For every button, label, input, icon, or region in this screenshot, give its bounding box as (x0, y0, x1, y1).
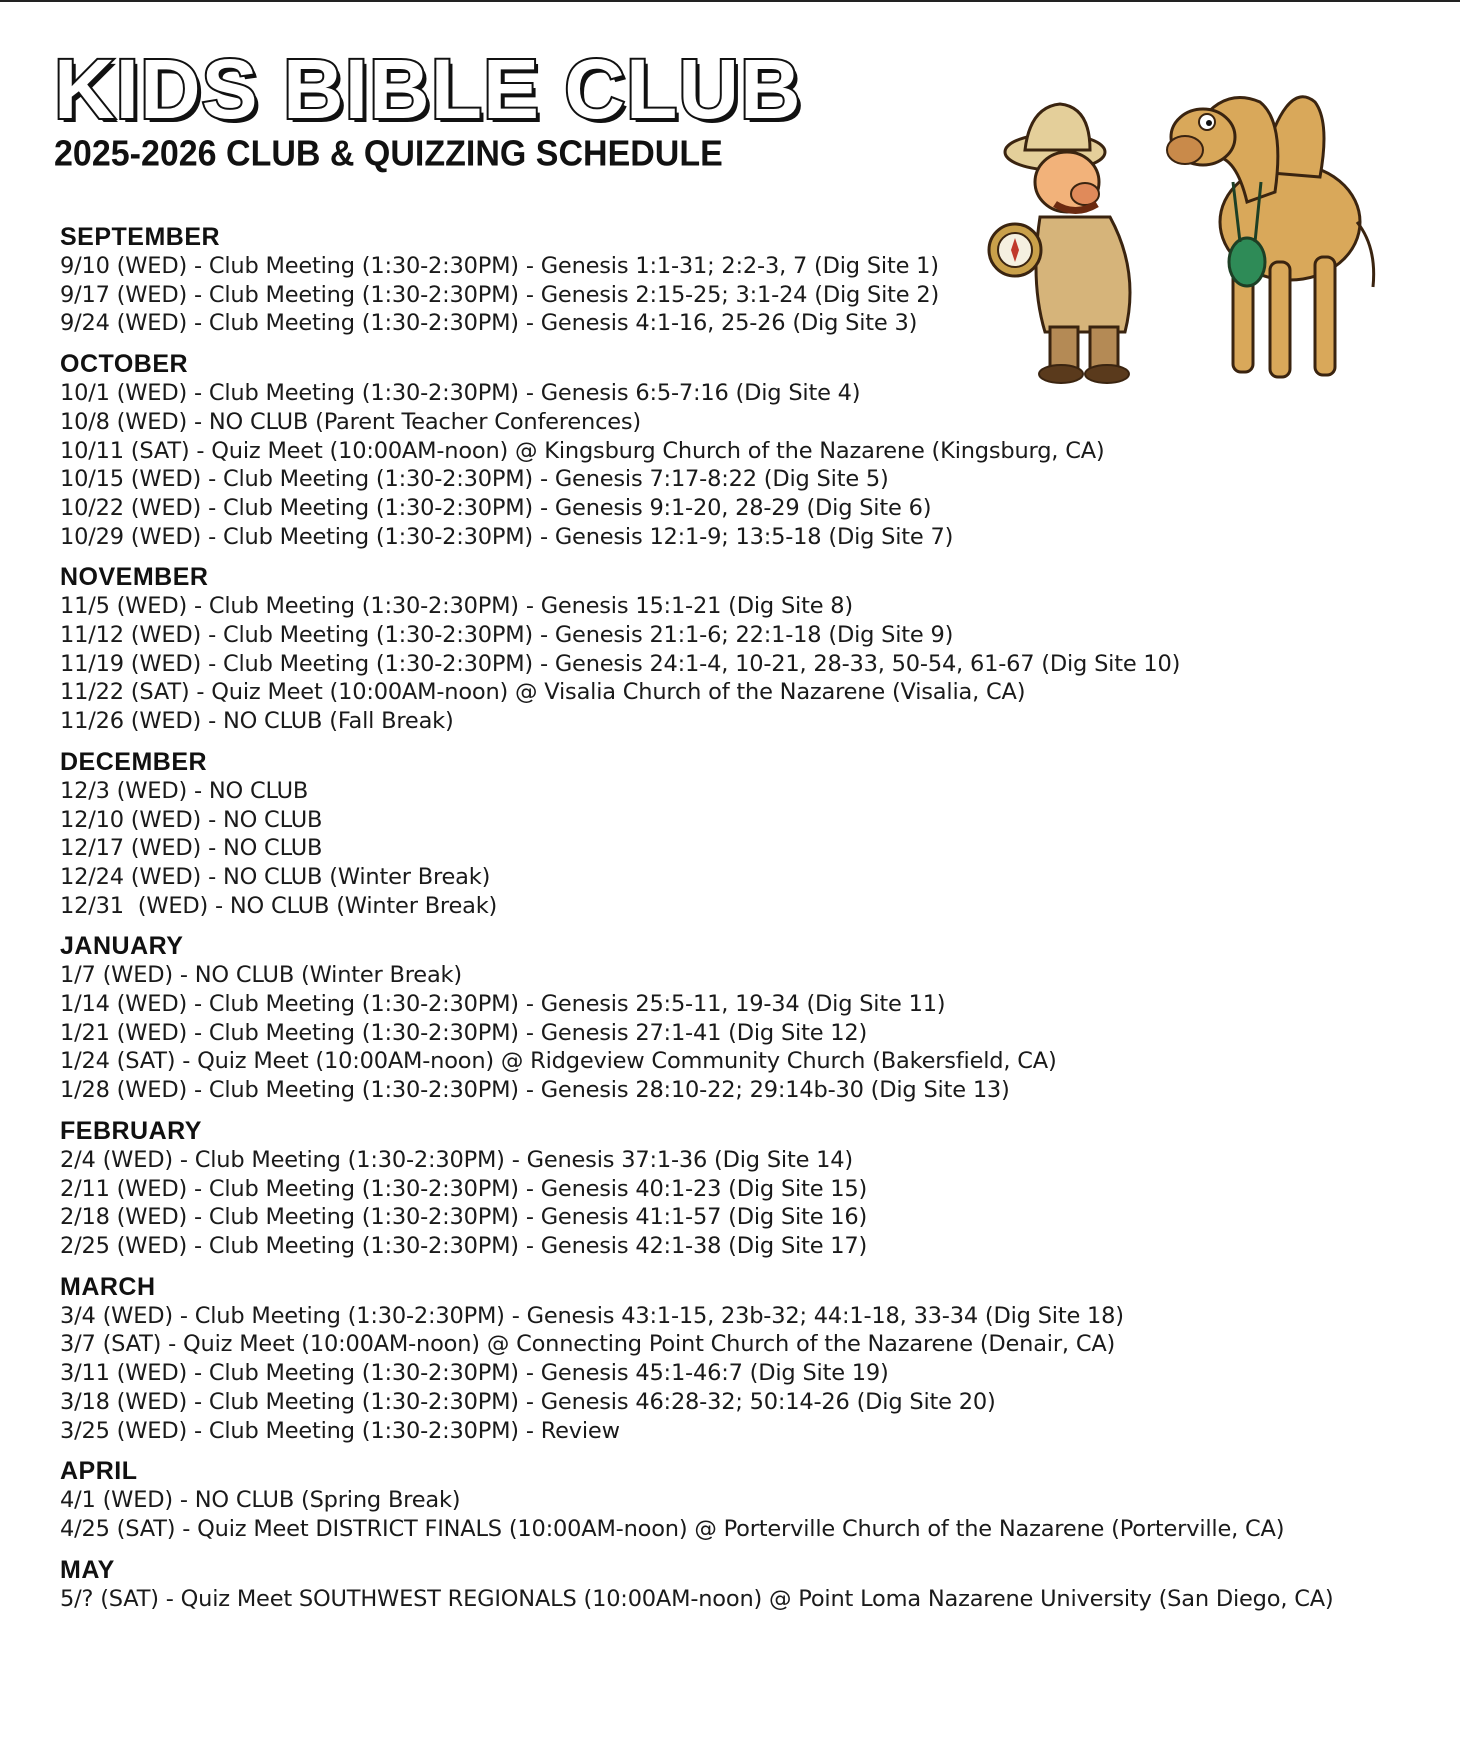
month-section-january (60, 931, 1390, 1105)
schedule-entry: 11/5 (WED) - Club Meeting (1:30-2:30PM) - Genesis 15:1-21 (Dig Site 8) (60, 593, 853, 620)
schedule-entry: 1/21 (WED) - Club Meeting (1:30-2:30PM) - Genesis 27:1-41 (Dig Site 12) (60, 1019, 868, 1046)
schedule-entry: 11/26 (WED) - NO CLUB (Fall Break) (60, 708, 454, 735)
schedule-entry: 1/24 (SAT) - Quiz Meet (10:00AM-noon) @ Ridgeview Community Church (Bakersfield, CA) (60, 1048, 1057, 1075)
top-border-line (0, 0, 1460, 2)
schedule-entry: 2/11 (WED) - Club Meeting (1:30-2:30PM) - Genesis 40:1-23 (Dig Site 15) (60, 1175, 868, 1202)
schedule-entry: 2/4 (WED) - Club Meeting (1:30-2:30PM) - Genesis 37:1-36 (Dig Site 14) (60, 1146, 853, 1173)
month-heading: FEBRUARY (60, 1116, 202, 1145)
month-section-october (60, 349, 1390, 551)
schedule-entry: 3/11 (WED) - Club Meeting (1:30-2:30PM) - Genesis 45:1-46:7 (Dig Site 19) (60, 1360, 889, 1387)
schedule-entry: 10/11 (SAT) - Quiz Meet (10:00AM-noon) @ Kingsburg Church of the Nazarene (Kingsburg, CA) (60, 437, 1105, 464)
month-heading: DECEMBER (60, 747, 208, 776)
schedule-entry: 11/12 (WED) - Club Meeting (1:30-2:30PM) - Genesis 21:1-6; 22:1-18 (Dig Site 9) (60, 622, 954, 649)
schedule-entry: 10/15 (WED) - Club Meeting (1:30-2:30PM) - Genesis 7:17-8:22 (Dig Site 5) (60, 466, 889, 493)
schedule-entry: 12/10 (WED) - NO CLUB (60, 806, 323, 833)
month-section-march (60, 1272, 1390, 1446)
month-heading: SEPTEMBER (60, 223, 221, 251)
schedule-entry: 1/28 (WED) - Club Meeting (1:30-2:30PM) - Genesis 28:10-22; 29:14b-30 (Dig Site 13) (60, 1077, 1010, 1104)
month-heading: OCTOBER (60, 350, 189, 379)
schedule-entry: 1/14 (WED) - Club Meeting (1:30-2:30PM) - Genesis 25:5-11, 19-34 (Dig Site 11) (60, 991, 946, 1018)
schedule-entry: 12/17 (WED) - NO CLUB (60, 835, 323, 862)
schedule (60, 222, 1390, 1624)
month-section-february (60, 1116, 1390, 1261)
schedule-entry: 3/4 (WED) - Club Meeting (1:30-2:30PM) - Genesis 43:1-15, 23b-32; 44:1-18, 33-34 (Dig Site 18) (60, 1302, 1124, 1329)
page-subtitle: 2025-2026 CLUB & QUIZZING SCHEDULE (54, 134, 723, 174)
month-section-november (60, 562, 1390, 736)
month-heading: MARCH (60, 1272, 156, 1301)
schedule-entry: 9/17 (WED) - Club Meeting (1:30-2:30PM) - Genesis 2:15-25; 3:1-24 (Dig Site 2) (60, 281, 940, 308)
schedule-entry: 12/24 (WED) - NO CLUB (Winter Break) (60, 863, 491, 890)
schedule-entry: 9/10 (WED) - Club Meeting (1:30-2:30PM) - Genesis 1:1-31; 2:2-3, 7 (Dig Site 1) (60, 253, 939, 279)
schedule-entry: 3/18 (WED) - Club Meeting (1:30-2:30PM) - Genesis 46:28-32; 50:14-26 (Dig Site 20) (60, 1388, 996, 1415)
schedule-entry: 4/1 (WED) - NO CLUB (Spring Break) (60, 1487, 461, 1514)
schedule-entry: 12/3 (WED) - NO CLUB (60, 777, 309, 804)
page-title: KIDS BIBLE CLUB (54, 42, 802, 136)
schedule-entry: 11/19 (WED) - Club Meeting (1:30-2:30PM) - Genesis 24:1-4, 10-21, 28-33, 50-54, 61-67 (Dig Site 10) (60, 650, 1181, 677)
schedule-entry: 3/25 (WED) - Club Meeting (1:30-2:30PM) - Review (60, 1417, 620, 1444)
month-heading: NOVEMBER (60, 563, 209, 592)
month-heading: MAY (60, 1555, 115, 1584)
month-section-april (60, 1456, 1390, 1543)
month-section-may (60, 1555, 1390, 1614)
month-section-december (60, 747, 1390, 921)
schedule-entry: 12/31 (WED) - NO CLUB (Winter Break) (60, 892, 498, 919)
schedule-entry: 10/1 (WED) - Club Meeting (1:30-2:30PM) - Genesis 6:5-7:16 (Dig Site 4) (60, 380, 861, 407)
schedule-entry: 2/25 (WED) - Club Meeting (1:30-2:30PM) - Genesis 42:1-38 (Dig Site 17) (60, 1232, 868, 1259)
month-heading: APRIL (60, 1457, 138, 1486)
schedule-entry: 1/7 (WED) - NO CLUB (Winter Break) (60, 962, 462, 989)
schedule-entry: 4/25 (SAT) - Quiz Meet DISTRICT FINALS (10:00AM-noon) @ Porterville Church of the Nazarene (Porterville, CA) (60, 1515, 1285, 1542)
schedule-entry: 9/24 (WED) - Club Meeting (1:30-2:30PM) - Genesis 4:1-16, 25-26 (Dig Site 3) (60, 310, 918, 337)
schedule-entry: 11/22 (SAT) - Quiz Meet (10:00AM-noon) @ Visalia Church of the Nazarene (Visalia, CA) (60, 679, 1026, 706)
schedule-entry: 10/8 (WED) - NO CLUB (Parent Teacher Conferences) (60, 408, 641, 435)
schedule-entry: 3/7 (SAT) - Quiz Meet (10:00AM-noon) @ Connecting Point Church of the Nazarene (Denair, CA) (60, 1331, 1116, 1358)
schedule-entry: 10/29 (WED) - Club Meeting (1:30-2:30PM) - Genesis 12:1-9; 13:5-18 (Dig Site 7) (60, 523, 954, 550)
schedule-entry: 5/? (SAT) - Quiz Meet SOUTHWEST REGIONALS (10:00AM-noon) @ Point Loma Nazarene University (San Diego, CA) (60, 1585, 1334, 1612)
schedule-entry: 10/22 (WED) - Club Meeting (1:30-2:30PM) - Genesis 9:1-20, 28-29 (Dig Site 6) (60, 494, 932, 521)
month-section-september (60, 222, 1390, 338)
month-heading: JANUARY (60, 932, 184, 961)
schedule-entry: 2/18 (WED) - Club Meeting (1:30-2:30PM) - Genesis 41:1-57 (Dig Site 16) (60, 1204, 868, 1231)
